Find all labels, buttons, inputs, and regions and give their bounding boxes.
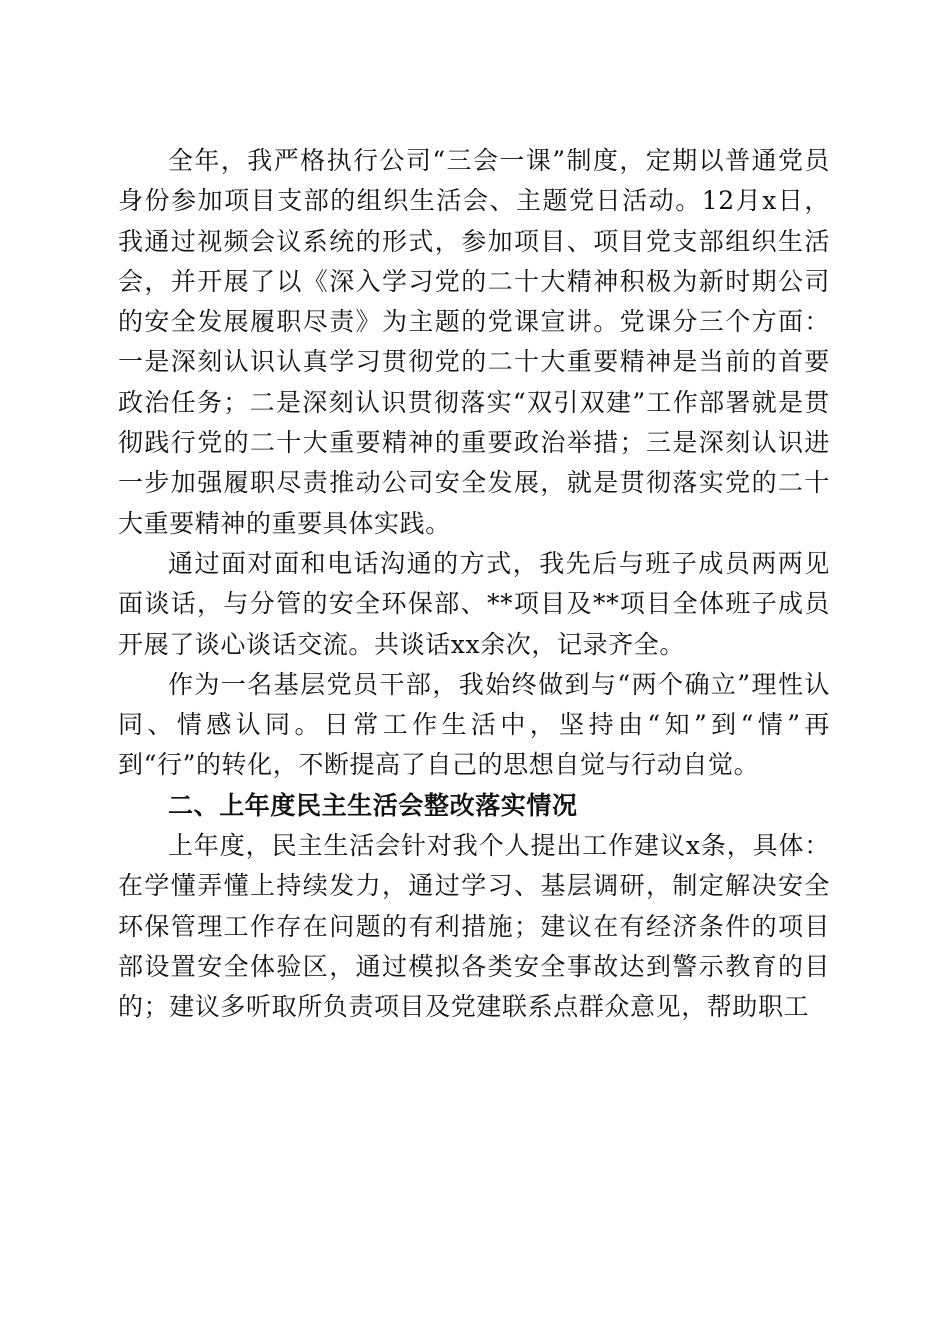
- section-heading: 二、上年度民主生活会整改落实情况: [168, 790, 578, 820]
- document-body: [118, 141, 830, 1028]
- paragraph-rectification: 上年度，民主生活会针对我个人提出工作建议x条，具体：在学懂弄懂上持续发力，通过学习、基层调研，制定解决安全环保管理工作存在问题的有利措施；建议在有经济条件的项目部设置安全体验区，通过模拟各类安全事故达到警示教育的目的；建议多听取所负责项目及党建联系点群众意见，帮助职工: [118, 831, 830, 1022]
- paragraph-two-establishments: 作为一名基层党员干部，我始终做到与“两个确立”理性认同、情感认同。日常工作生活中，坚持由“知”到“情”再到“行”的转化，不断提高了自己的思想自觉与行动自觉。: [118, 669, 830, 780]
- paragraph-talks: 通过面对面和电话沟通的方式，我先后与班子成员两两见面谈话，与分管的安全环保部、**项目及**项目全体班子成员开展了谈心谈话交流。共谈话xx余次，记录齐全。: [118, 548, 830, 659]
- paragraph-party-class: 全年，我严格执行公司“三会一课”制度，定期以普通党员身份参加项目支部的组织生活会、主题党日活动。12月x日，我通过视频会议系统的形式，参加项目、项目党支部组织生活会，并开展了以《深入学习党的二十大精神积极为新时期公司的安全发展履职尽责》为主题的党课宣讲。党课分三个方面：一是深刻认识认真学习贯彻党的二十大重要精神是当前的首要政治任务；二是深刻认识贯彻落实“双引双建”工作部署就是贯彻践行党的二十大重要精神的重要政治举措；三是深刻认识进一步加强履职尽责推动公司安全发展，就是贯彻落实党的二十大重要精神的重要具体实践。: [118, 146, 830, 538]
